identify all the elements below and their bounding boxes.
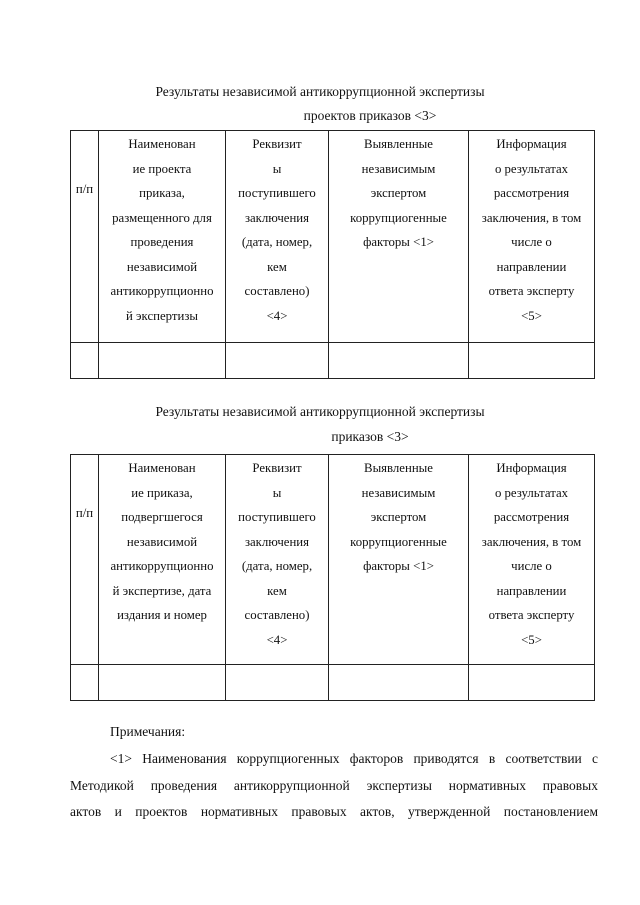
header-num: п/п	[71, 131, 99, 343]
header-text-line: коррупциогенные	[350, 534, 447, 549]
header-text-line: приказа,	[139, 186, 185, 200]
header-text-line: независимой	[126, 259, 198, 274]
header-text-line: ие проекта	[132, 161, 192, 176]
notes-line-1: <1> Наименования коррупциогенных факторов приводятся в соответствии с	[110, 751, 598, 766]
header-text-line: экспертом	[370, 510, 427, 524]
header-text-line: <4>	[266, 632, 288, 647]
header-text-line: заключения	[244, 534, 310, 549]
header-text-line: размещенного для	[112, 210, 212, 225]
header-text-line: факторы <1>	[363, 235, 434, 249]
header-text-line: факторы <1>	[363, 559, 434, 573]
header-text-line: <5>	[521, 632, 542, 647]
header-text-line: Информация	[496, 137, 567, 151]
header-text-line: издания и номер	[117, 608, 207, 622]
header-text-line: заключения, в том	[481, 534, 582, 549]
header-text-line: независимым	[361, 485, 436, 500]
header-text-line: ы	[272, 161, 282, 176]
table-cell	[99, 343, 226, 379]
header-text-line: подвергшегося	[121, 510, 203, 524]
header-text-line: й экспертизы	[126, 308, 198, 323]
table-cell	[99, 665, 226, 701]
header-text-line: ответа эксперту	[488, 608, 575, 622]
table-cell	[71, 343, 99, 379]
header-text-line: (дата, номер,	[241, 559, 313, 573]
header-text-line: заключения	[244, 210, 310, 225]
table-header-row	[71, 455, 595, 665]
header-text-line: антикоррупционно	[110, 559, 214, 573]
table-header-row	[71, 131, 595, 343]
table-orders	[70, 454, 595, 701]
section2-title-line1: Результаты независимой антикоррупционной экспертизы	[155, 404, 485, 419]
header-text-line: о результатах	[494, 161, 569, 176]
header-text-line: ответа эксперту	[488, 284, 575, 298]
notes-line-3: актов и проектов нормативных правовых актов, утвержденной постановлением	[70, 804, 598, 819]
table-cell	[329, 343, 469, 379]
table-empty-row	[71, 665, 595, 701]
header-text-line: <4>	[266, 308, 288, 323]
header-text-line: кем	[267, 259, 287, 274]
table-cell	[329, 665, 469, 701]
header-text-line: независимой	[126, 534, 198, 549]
notes-title: Примечания:	[110, 724, 186, 739]
header-text-line: поступившего	[238, 510, 316, 524]
header-col2	[226, 455, 329, 665]
header-text-line: Реквизит	[252, 137, 302, 151]
table-cell	[469, 343, 595, 379]
header-text-line: числе о	[511, 559, 552, 573]
header-text-line: Информация	[496, 461, 567, 475]
header-text-line: составлено)	[244, 284, 310, 298]
header-text-line: антикоррупционно	[110, 284, 214, 298]
notes-line-2: Методикой проведения антикоррупционной экспертизы нормативных правовых	[70, 778, 598, 793]
header-text-line: рассмотрения	[493, 186, 570, 200]
header-text-line: Выявленные	[364, 461, 433, 475]
header-text-line: направлении	[496, 583, 567, 598]
header-text-line: составлено)	[244, 608, 310, 622]
header-text-line: коррупциогенные	[350, 210, 447, 225]
header-col4	[469, 131, 595, 343]
header-col3	[329, 131, 469, 343]
header-text-line: кем	[267, 583, 287, 598]
header-text-line: й экспертизе, дата	[112, 583, 212, 598]
header-col2	[226, 131, 329, 343]
header-text-line: Реквизит	[252, 461, 302, 475]
header-text-line: Наименован	[128, 137, 196, 151]
header-col1	[99, 131, 226, 343]
table-cell	[469, 665, 595, 701]
header-col1	[99, 455, 226, 665]
header-text-line: заключения, в том	[481, 210, 582, 225]
header-num: п/п	[71, 455, 99, 665]
section1-title-line1: Результаты независимой антикоррупционной экспертизы	[155, 84, 485, 99]
header-col4	[469, 455, 595, 665]
header-text-line: независимым	[361, 161, 436, 176]
header-text-line: о результатах	[494, 485, 569, 500]
header-text-line: <5>	[521, 308, 542, 323]
header-text-line: Выявленные	[364, 137, 433, 151]
header-text-line: рассмотрения	[493, 510, 570, 524]
header-text-line: числе о	[511, 235, 552, 249]
header-text-line: (дата, номер,	[241, 235, 313, 249]
table-cell	[226, 665, 329, 701]
table-empty-row	[71, 343, 595, 379]
header-col3	[329, 455, 469, 665]
table-cell	[71, 665, 99, 701]
header-text-line: поступившего	[238, 186, 316, 200]
table-draft-orders	[70, 130, 595, 379]
header-text-line: ие приказа,	[131, 485, 193, 500]
section1-title-line2: проектов приказов <3>	[303, 108, 437, 123]
section2-title-line2: приказов <3>	[331, 429, 409, 444]
header-text-line: ы	[272, 485, 282, 500]
header-text-line: Наименован	[128, 461, 196, 475]
header-text-line: направлении	[496, 259, 567, 274]
header-text-line: проведения	[130, 235, 194, 249]
header-text-line: экспертом	[370, 186, 427, 200]
table-cell	[226, 343, 329, 379]
